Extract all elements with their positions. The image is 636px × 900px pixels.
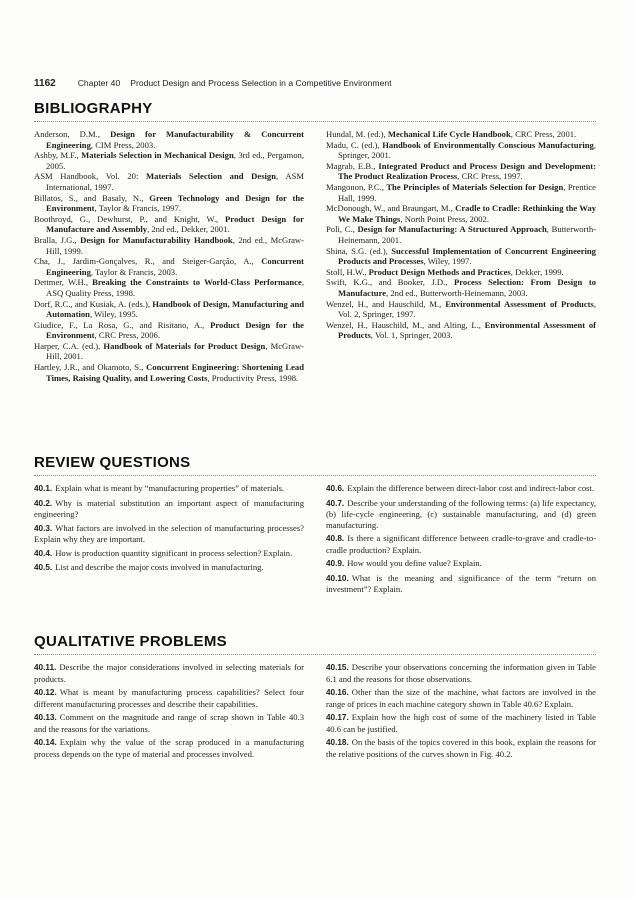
question-number: 40.1.: [34, 484, 53, 493]
entry-publisher: , Wiley, 1995.: [89, 309, 138, 320]
entry-title: Integrated Product and Process Design and Development: The Product Realization Process: [338, 160, 596, 182]
entry-authors: Cha, J., Jardim-Gonçalves, R., and Steiger-Garção, A.,: [34, 256, 262, 267]
question-text: How would you define value? Explain.: [347, 558, 482, 568]
entry-publisher: , ASM International, 1997.: [46, 171, 304, 192]
bibliography-entry: [326, 246, 596, 267]
question-item: [326, 687, 596, 709]
entry-title: Successful Implementation of Concurrent Engineering Products and Processes: [338, 245, 596, 267]
question-item: [326, 498, 596, 531]
entry-authors: Ashby, M.F.,: [34, 150, 82, 161]
entry-publisher: , Prentice Hall, 1999.: [338, 181, 596, 203]
entry-publisher: , 2nd ed., Butterworth-Heinemann, 2003.: [386, 287, 528, 298]
question-number: 40.2.: [34, 498, 53, 508]
question-text: What is meant by manufacturing process capabilities? Select four different manufacturing processes and describe their capabilities.: [34, 687, 304, 709]
bibliography-left-column: [34, 129, 304, 383]
question-number: 40.17.: [326, 713, 349, 722]
entry-authors: Mangonon, P.C.,: [326, 181, 387, 192]
question-item: [34, 687, 304, 709]
entry-publisher: , CRC Press, 2006.: [94, 330, 160, 341]
qualitative-problems-heading: QUALITATIVE PROBLEMS: [34, 633, 227, 650]
entry-title: Environmental Assessment of Products: [338, 319, 596, 341]
entry-authors: Dettmer, W.H.,: [34, 277, 93, 288]
question-item: [34, 737, 304, 759]
review-questions-section: [34, 454, 596, 598]
bibliography-section: [34, 100, 596, 383]
entry-title: Design for Manufacturability Handbook: [80, 234, 233, 245]
entry-publisher: , 3rd ed., Pergamon, 2005.: [46, 150, 304, 171]
entry-publisher: , Butterworth-Heinemann, 2001.: [338, 224, 597, 245]
question-item: [326, 712, 596, 734]
question-number: 40.6.: [326, 484, 345, 493]
entry-publisher: , Dekker, 1999.: [510, 266, 564, 277]
entry-authors: Hundal, M. (ed.),: [326, 129, 388, 139]
entry-title: Process Selection: From Design to Manufacture: [338, 277, 596, 298]
bibliography-entry: [34, 214, 304, 235]
question-text: Explain why the value of the scrap produced in a manufacturing process depends on the type of material and processes involved.: [34, 737, 304, 759]
entry-title: Mechanical Life Cycle Handbook: [387, 129, 511, 139]
entry-authors: McDonough, W., and Braungart, M.,: [326, 203, 456, 214]
page-number: 1162: [34, 78, 56, 89]
question-text: Is there a significant difference between cradle-to-grave and cradle-to-cradle production? Explain.: [326, 533, 596, 555]
entry-title: Concurrent Engineering: [46, 256, 304, 277]
entry-title: Handbook of Design, Manufacturing and Automation: [46, 298, 305, 320]
entry-publisher: , Wiley, 1997.: [423, 256, 472, 267]
question-number: 40.18.: [326, 738, 349, 747]
entry-publisher: , North Point Press, 2002.: [400, 213, 489, 224]
question-text: Describe your understanding of the following terms: (a) life expectancy, (b) life-cycle engineering, (c) sustainable manufacturing, and (d) green manufacturing.: [326, 497, 596, 530]
question-text: Why is material substitution an important aspect of manufacturing engineering?: [34, 497, 304, 519]
entry-title: Product Design for the Environment: [46, 319, 304, 341]
entry-publisher: , Productivity Press, 1998.: [207, 372, 299, 383]
bibliography-entry: [326, 203, 596, 224]
question-text: How is production quantity significant in process selection? Explain.: [55, 547, 293, 558]
question-text: Explain how the high cost of some of the machinery listed in Table 40.6 can be justified.: [326, 712, 596, 734]
entry-title: Cradle to Cradle: Rethinking the Way We Make Things: [338, 203, 596, 224]
question-item: [326, 533, 596, 555]
question-number: 40.10.: [326, 573, 349, 583]
bibliography-entry: [34, 299, 304, 320]
bibliography-entry: [326, 299, 596, 320]
entry-title: Handbook of Environmentally Conscious Manufacturing: [382, 139, 594, 150]
bibliography-entry: [34, 341, 304, 362]
question-item: [34, 712, 304, 734]
review-questions-heading: REVIEW QUESTIONS: [34, 454, 191, 471]
question-number: 40.15.: [326, 663, 349, 672]
question-item: [34, 483, 304, 495]
question-item: [34, 523, 304, 545]
entry-publisher: , CRC Press, 1997.: [457, 171, 523, 182]
entry-publisher: , 2nd ed., McGraw-Hill, 1999.: [46, 234, 304, 256]
bibliography-entry: [326, 320, 596, 341]
entry-publisher: , Vol. 2, Springer, 1997.: [338, 298, 596, 320]
question-number: 40.12.: [34, 688, 57, 697]
bibliography-entry: [326, 140, 596, 161]
section-divider: [34, 475, 596, 476]
bibliography-heading: BIBLIOGRAPHY: [34, 100, 153, 117]
bibliography-entry: [34, 277, 304, 298]
bibliography-entry: [34, 129, 304, 150]
entry-authors: Billatos, S., and Basaly, N.,: [34, 192, 150, 203]
question-text: Explain the difference between direct-labor cost and indirect-labor cost.: [347, 483, 595, 493]
running-header: [34, 78, 596, 89]
bibliography-entry: [326, 224, 596, 245]
entry-authors: Anderson, D.M.,: [34, 129, 111, 139]
question-text: Explain what is meant by “manufacturing properties” of materials.: [55, 483, 285, 493]
question-text: What is the meaning and significance of the term “return on investment”? Explain.: [326, 572, 596, 594]
question-item: [326, 558, 596, 570]
chapter-label: Chapter 40: [77, 78, 121, 88]
entry-authors: Harper, C.A. (ed.),: [34, 340, 104, 351]
bibliography-entry: [34, 235, 304, 256]
entry-authors: Dorf, R.C., and Kusiak, A. (eds.),: [34, 298, 153, 309]
question-item: [34, 498, 304, 520]
entry-title: Design for Manufacturing: A Structured Approach: [357, 224, 547, 235]
entry-publisher: , CIM Press, 2003.: [90, 139, 156, 150]
entry-publisher: , 2nd ed., Dekker, 2001.: [147, 224, 230, 235]
bibliography-entry: [34, 256, 304, 277]
question-number: 40.13.: [34, 713, 57, 722]
question-text: Describe the major considerations involved in selecting materials for products.: [34, 662, 304, 684]
entry-title: Product Design for Manufacture and Assembly: [46, 213, 304, 235]
bibliography-entry: [34, 171, 304, 192]
question-number: 40.3.: [34, 523, 53, 533]
entry-authors: Wenzel, H., Hauschild, M., and Alting, L.,: [326, 319, 485, 330]
chapter-title: Product Design and Process Selection in a Competitive Environment: [130, 78, 392, 88]
entry-publisher: , CRC Press, 2001.: [510, 129, 577, 139]
entry-title: Materials Selection in Mechanical Design: [81, 150, 234, 161]
question-text: What factors are involved in the selection of manufacturing processes? Explain why they are important.: [34, 522, 304, 544]
entry-authors: ASM Handbook, Vol. 20:: [34, 171, 147, 182]
question-number: 40.14.: [34, 738, 57, 747]
entry-publisher: , ASQ Quality Press, 1998.: [46, 277, 304, 298]
bibliography-entry: [34, 150, 304, 171]
entry-title: Environmental Assessment of Products: [445, 298, 594, 309]
entry-authors: Bralla, J.G.,: [34, 234, 81, 245]
qualitative-right-column: [326, 662, 596, 762]
entry-authors: Hartley, J.R., and Okamoto, S.,: [34, 362, 147, 373]
bibliography-entry: [326, 277, 596, 298]
entry-authors: Boothroyd, G., Dewhurst, P., and Knight, W.,: [34, 213, 226, 224]
question-number: 40.9.: [326, 559, 345, 568]
question-item: [326, 483, 596, 495]
question-item: [326, 573, 596, 595]
question-text: Describe your observations concerning the information given in Table 6.1 and the reasons for those observations.: [326, 662, 596, 684]
entry-authors: Giudice, F., La Rosa, G., and Risitano, A.,: [34, 319, 211, 330]
entry-publisher: , Springer, 2001.: [338, 139, 596, 161]
entry-authors: Magrab, E.B.,: [326, 160, 379, 171]
question-item: [326, 662, 596, 684]
question-number: 40.7.: [326, 498, 345, 508]
question-item: [326, 737, 596, 759]
entry-authors: Poli, C.,: [326, 224, 358, 235]
question-text: On the basis of the topics covered in this book, explain the reasons for the relative positions of the curves shown in Fig. 40.2.: [326, 737, 596, 759]
entry-authors: Stoll, H.W.,: [326, 266, 369, 277]
question-number: 40.4.: [34, 548, 53, 558]
question-item: [34, 562, 304, 574]
entry-publisher: , Taylor & Francis, 1997.: [94, 203, 181, 214]
bibliography-entry: [326, 161, 596, 182]
entry-publisher: , McGraw-Hill, 2001.: [46, 340, 305, 362]
entry-title: Green Technology and Design for the Environment: [46, 192, 304, 214]
question-item: [34, 662, 304, 684]
question-item: [34, 548, 304, 560]
entry-title: Materials Selection and Design: [146, 171, 277, 182]
entry-authors: Swift, K.G., and Booker, J.D.,: [326, 277, 455, 288]
bibliography-entry: [326, 129, 596, 140]
entry-authors: Wenzel, H., and Hauschild, M.,: [326, 298, 446, 309]
entry-publisher: , Vol. 1, Springer, 2003.: [370, 330, 453, 341]
section-divider: [34, 654, 596, 655]
question-text: Comment on the magnitude and range of scrap shown in Table 40.3 and the reasons for the variations.: [34, 712, 304, 734]
entry-title: Design for Manufacturability & Concurrent Engineering: [46, 129, 305, 150]
bibliography-right-column: [326, 129, 596, 383]
section-divider: [34, 121, 596, 122]
entry-title: Handbook of Materials for Product Design: [103, 340, 266, 351]
bibliography-entry: [326, 182, 596, 203]
entry-title: Concurrent Engineering: Shortening Lead Times, Raising Quality, and Lowering Costs: [46, 362, 304, 383]
review-left-column: [34, 483, 304, 598]
entry-title: The Principles of Materials Selection for Design: [386, 181, 564, 192]
entry-title: Breaking the Constraints to World-Class Performance: [92, 277, 302, 288]
question-text: Other than the size of the machine, what factors are involved in the range of prices in each machine category shown in Table 40.6? Explain.: [326, 687, 596, 709]
bibliography-entry: [326, 267, 596, 278]
qualitative-left-column: [34, 662, 304, 762]
bibliography-entry: [34, 320, 304, 341]
question-number: 40.8.: [326, 534, 345, 543]
question-number: 40.11.: [34, 663, 57, 672]
entry-authors: Shina, S.G. (ed.),: [326, 245, 392, 256]
bibliography-entry: [34, 193, 304, 214]
entry-authors: Madu, C. (ed.),: [326, 139, 383, 150]
review-right-column: [326, 483, 596, 598]
entry-title: Product Design Methods and Practices: [368, 266, 511, 277]
question-text: List and describe the major costs involved in manufacturing.: [55, 562, 264, 572]
qualitative-problems-section: [34, 633, 596, 762]
question-number: 40.16.: [326, 688, 349, 697]
question-number: 40.5.: [34, 563, 53, 572]
entry-publisher: , Taylor & Francis, 2003.: [90, 266, 178, 277]
bibliography-entry: [34, 362, 304, 383]
